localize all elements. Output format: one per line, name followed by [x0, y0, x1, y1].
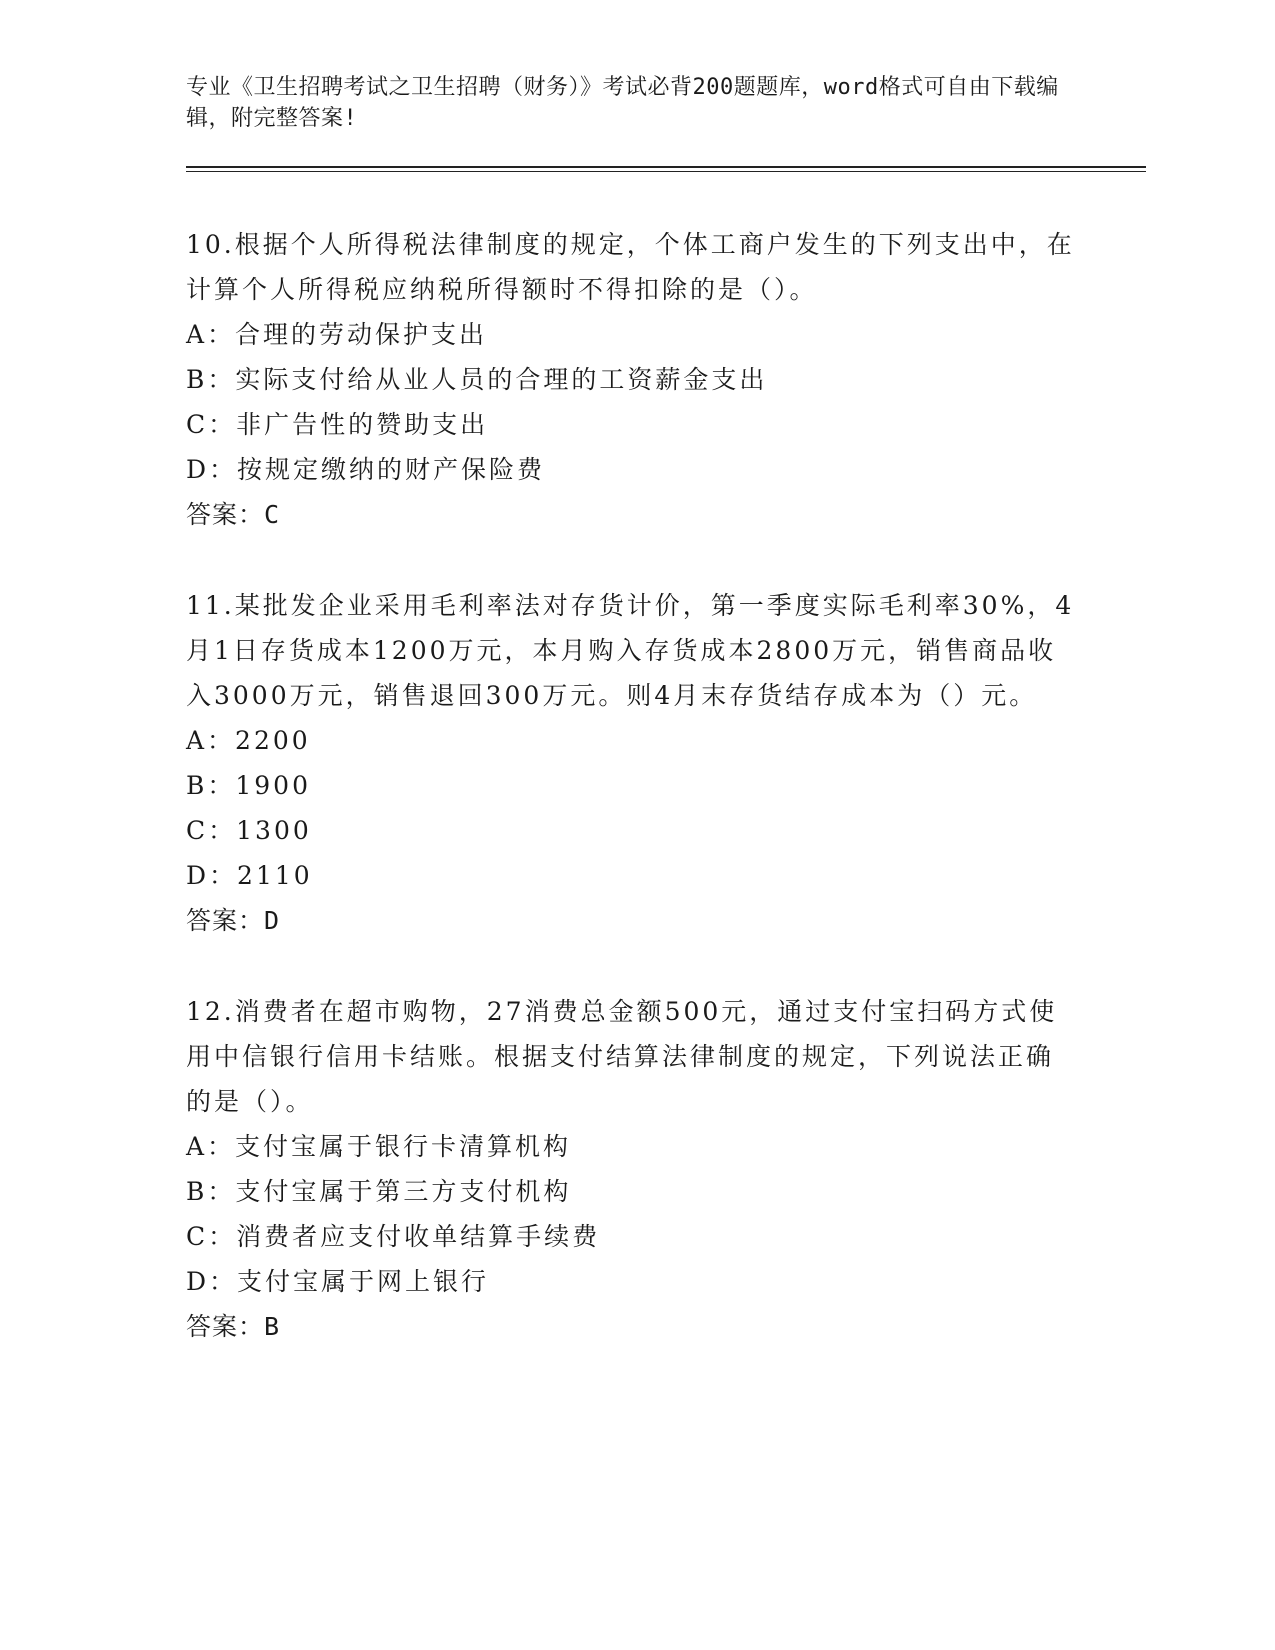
option-c: C：非广告性的赞助支出 — [186, 410, 489, 439]
document-intro: 专业《卫生招聘考试之卫生招聘（财务）》考试必背200题题库，word格式可自由下载编辑，附完整答案! — [186, 75, 1059, 131]
header-divider — [186, 166, 1146, 172]
option-b: B：实际支付给从业人员的合理的工资薪金支出 — [186, 365, 768, 394]
option-d: D：2110 — [186, 861, 313, 890]
answer-label: 答案：B — [186, 1312, 281, 1341]
option-b: B：1900 — [186, 771, 311, 800]
answer-label: 答案：C — [186, 500, 281, 529]
question-stem: 12.消费者在超市购物，27消费总金额500元，通过支付宝扫码方式使用中信银行信用卡结账。根据支付结算法律制度的规定，下列说法正确的是（）。 — [186, 997, 1058, 1116]
option-c: C：1300 — [186, 816, 312, 845]
question-stem: 11.某批发企业采用毛利率法对存货计价，第一季度实际毛利率30%，4月1日存货成本1200万元，本月购入存货成本2800万元，销售商品收入3000万元，销售退回300万元。则4月末存货结存成本为（）元。 — [186, 591, 1075, 710]
option-a: A：2200 — [186, 726, 311, 755]
question-block — [186, 583, 1146, 943]
option-c: C：消费者应支付收单结算手续费 — [186, 1222, 601, 1251]
option-b: B：支付宝属于第三方支付机构 — [186, 1177, 572, 1206]
document-page — [186, 72, 1146, 1395]
option-d: D：支付宝属于网上银行 — [186, 1267, 490, 1296]
answer-label: 答案：D — [186, 906, 281, 935]
option-a: A：合理的劳动保护支出 — [186, 320, 488, 349]
option-d: D：按规定缴纳的财产保险费 — [186, 455, 546, 484]
question-block — [186, 989, 1146, 1349]
question-stem: 10.根据个人所得税法律制度的规定，个体工商户发生的下列支出中，在计算个人所得税应纳税所得额时不得扣除的是（）。 — [186, 230, 1075, 304]
question-block — [186, 222, 1146, 537]
option-a: A：支付宝属于银行卡清算机构 — [186, 1132, 572, 1161]
